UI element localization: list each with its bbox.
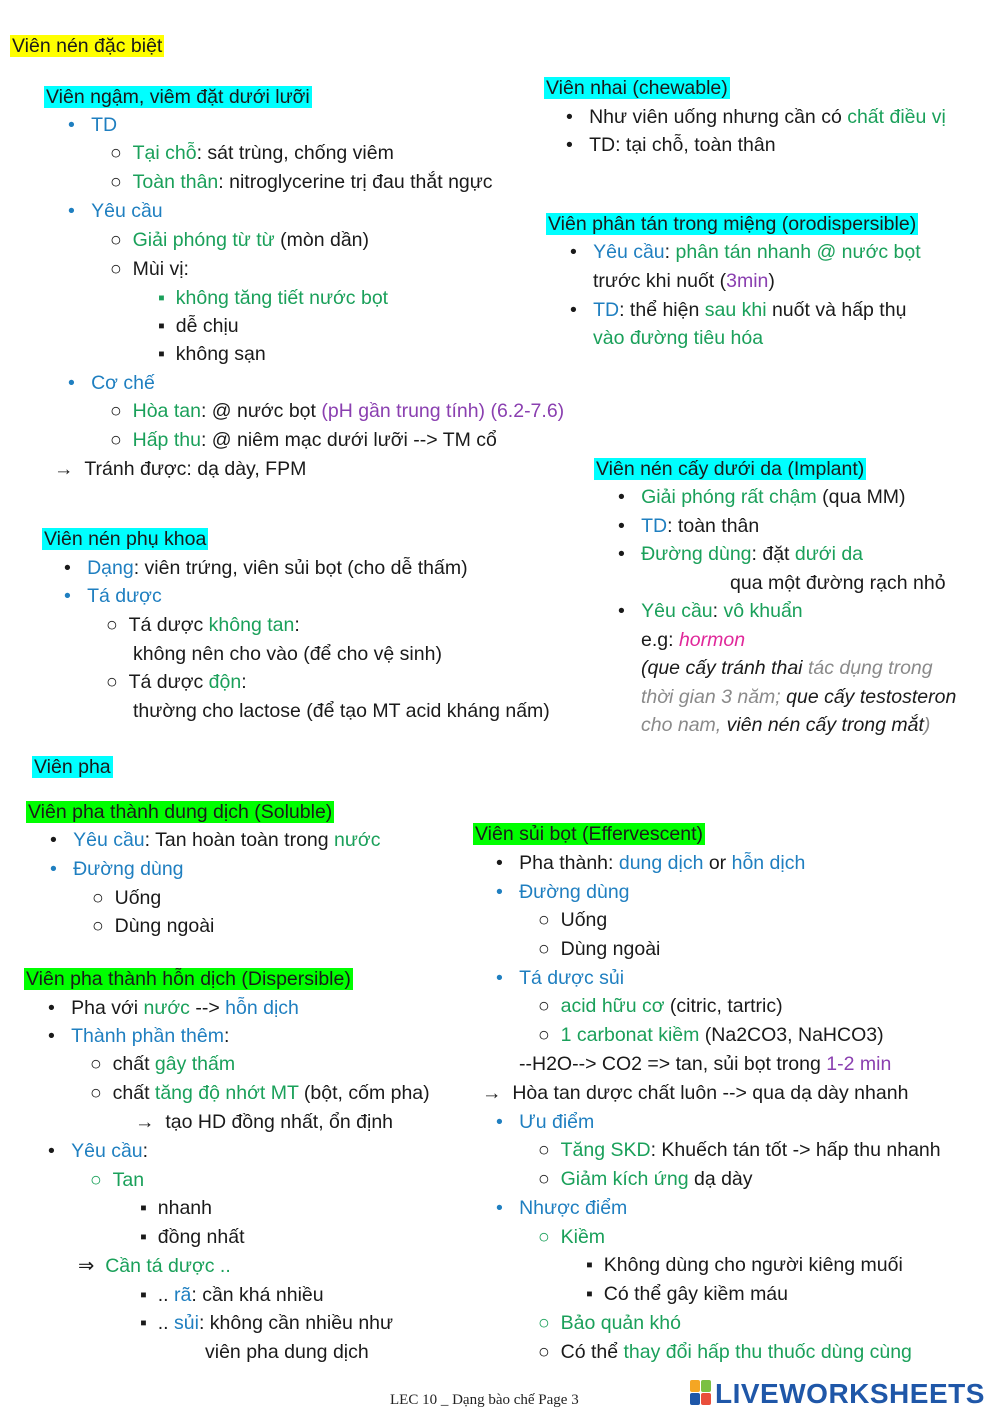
list-item: • Cơ chế [68, 372, 155, 394]
heading-dispersible: Viên pha thành hỗn dịch (Dispersible) [26, 968, 351, 990]
list-item: ▪ Không dùng cho người kiêng muối [586, 1254, 903, 1276]
list-item: ○ Bảo quản khó [538, 1312, 681, 1334]
list-item: ▪ không sạn [158, 343, 266, 365]
list-item: • Tá dược [64, 585, 162, 607]
heading-effervescent: Viên sủi bọt (Effervescent) [475, 823, 703, 845]
list-item: • Đường dùng [496, 881, 630, 903]
list-item: • Giải phóng rất chậm (qua MM) [618, 486, 906, 508]
list-item: ○ Dùng ngoài [92, 915, 215, 937]
list-item: ▪ không tăng tiết nước bọt [158, 287, 389, 309]
list-item: ○ Toàn thân: nitroglycerine trị đau thắt ngực [110, 171, 493, 193]
list-item: • Yêu cầu: phân tán nhanh @ nước bọt [570, 241, 921, 263]
page-footer: LEC 10 _ Dạng bào chế Page 3 [390, 1392, 579, 1408]
list-item: ○ Uống [538, 909, 608, 931]
list-item: • Ưu điểm [496, 1111, 595, 1133]
list-item: → Hòa tan dược chất luôn --> qua dạ dày nhanh [482, 1082, 909, 1104]
list-item: • Yêu cầu [68, 200, 163, 222]
list-item: ▪ nhanh [140, 1197, 212, 1219]
list-item: ○ Hòa tan: @ nước bọt (pH gần trung tính) (6.2-7.6) [110, 400, 565, 422]
example-line: cho nam, viên nén cấy trong mắt) [641, 714, 931, 736]
page-title: Viên nén đặc biệt [12, 35, 163, 57]
heading-vien-ngam: Viên ngậm, viêm đặt dưới lưỡi [46, 86, 310, 108]
list-item: • Nhược điểm [496, 1197, 628, 1219]
list-item-cont: trước khi nuốt (3min) [593, 270, 775, 292]
heading-vien-phan-tan: Viên phân tán trong miệng (orodispersible) [548, 213, 917, 235]
list-item-cont: --H2O--> CO2 => tan, sủi bọt trong 1-2 min [519, 1053, 892, 1075]
list-item: → tạo HD đồng nhất, ổn định [135, 1111, 394, 1133]
list-item: ○ Tá dược độn: [106, 671, 247, 693]
list-item: • Yêu cầu: vô khuẩn [618, 600, 803, 622]
list-item: • Đường dùng: đặt dưới da [618, 543, 864, 565]
example-line: e.g: hormon [641, 629, 746, 651]
list-item: • Pha thành: dung dịch or hỗn dịch [496, 852, 806, 874]
list-item: ○ Kiềm [538, 1226, 606, 1248]
list-item: • Yêu cầu: [48, 1140, 149, 1162]
heading-vien-pha: Viên pha [34, 756, 111, 778]
list-item: • TD: thể hiện sau khi nuốt và hấp thụ [570, 299, 907, 321]
list-item: ⇒ Cần tá dược .. [78, 1255, 231, 1277]
list-item: ○ chất tăng độ nhớt MT (bột, cốm pha) [90, 1082, 430, 1104]
list-item: ▪ đồng nhất [140, 1226, 245, 1248]
list-item: ▪ dễ chịu [158, 315, 239, 337]
list-item: • TD: toàn thân [618, 515, 760, 537]
list-item: • Thành phần thêm: [48, 1025, 230, 1047]
list-item: • TD: tại chỗ, toàn thân [566, 134, 776, 156]
list-item-cont: viên pha dung dịch [205, 1341, 369, 1363]
list-item: ○ Tăng SKD: Khuếch tán tốt -> hấp thu nhanh [538, 1139, 941, 1161]
list-item: ▪ Có thể gây kiềm máu [586, 1283, 789, 1305]
list-item: ▪ .. rã: cần khá nhiều [140, 1284, 324, 1306]
list-item: ○ 1 carbonat kiềm (Na2CO3, NaHCO3) [538, 1024, 884, 1046]
list-item: ○ Tan [90, 1169, 145, 1191]
example-line: thời gian 3 năm; que cấy testosteron [641, 686, 957, 708]
list-item: ○ chất gây thấm [90, 1053, 236, 1075]
list-item: • Đường dùng [50, 858, 184, 880]
list-item: → Tránh được: dạ dày, FPM [54, 458, 307, 480]
heading-vien-nhai: Viên nhai (chewable) [546, 77, 728, 99]
list-item: ○ Dùng ngoài [538, 938, 661, 960]
liveworksheets-logo[interactable]: LIVEWORKSHEETS [690, 1378, 985, 1410]
list-item: ○ acid hữu cơ (citric, tartric) [538, 995, 783, 1017]
list-item: • TD [68, 114, 118, 136]
list-item: • Dạng: viên trứng, viên sủi bọt (cho dễ thấm) [64, 557, 468, 579]
list-item-cont: vào đường tiêu hóa [593, 327, 764, 349]
list-item: • Yêu cầu: Tan hoàn toàn trong nước [50, 829, 381, 851]
list-item: ○ Tá dược không tan: [106, 614, 300, 636]
list-item-cont: qua một đường rạch nhỏ [730, 572, 946, 594]
list-item: ○ Mùi vị: [110, 258, 189, 280]
heading-soluble: Viên pha thành dung dịch (Soluble) [28, 801, 333, 823]
list-item: • Pha với nước --> hỗn dịch [48, 997, 299, 1019]
list-item: • Tá dược sủi [496, 967, 625, 989]
list-item: ○ Giảm kích ứng dạ dày [538, 1168, 753, 1190]
list-item-cont: không nên cho vào (để cho vệ sinh) [133, 643, 442, 665]
list-item: ▪ .. sủi: không cần nhiều như [140, 1312, 394, 1334]
list-item: ○ Uống [92, 887, 162, 909]
list-item: ○ Hấp thu: @ niêm mạc dưới lưỡi --> TM cổ [110, 429, 497, 451]
list-item: ○ Giải phóng từ từ (mòn dần) [110, 229, 370, 251]
example-line: (que cấy tránh thai tác dụng trong [641, 657, 933, 679]
list-item-cont: thường cho lactose (để tạo MT acid kháng nấm) [133, 700, 550, 722]
logo-icon [690, 1380, 712, 1406]
list-item: • Như viên uống nhưng cần có chất điều vị [566, 106, 946, 128]
heading-vien-cay: Viên nén cấy dưới da (Implant) [596, 458, 865, 480]
heading-phu-khoa: Viên nén phụ khoa [44, 528, 207, 550]
list-item: ○ Có thể thay đổi hấp thu thuốc dùng cùng [538, 1341, 912, 1363]
list-item: ○ Tại chỗ: sát trùng, chống viêm [110, 142, 394, 164]
